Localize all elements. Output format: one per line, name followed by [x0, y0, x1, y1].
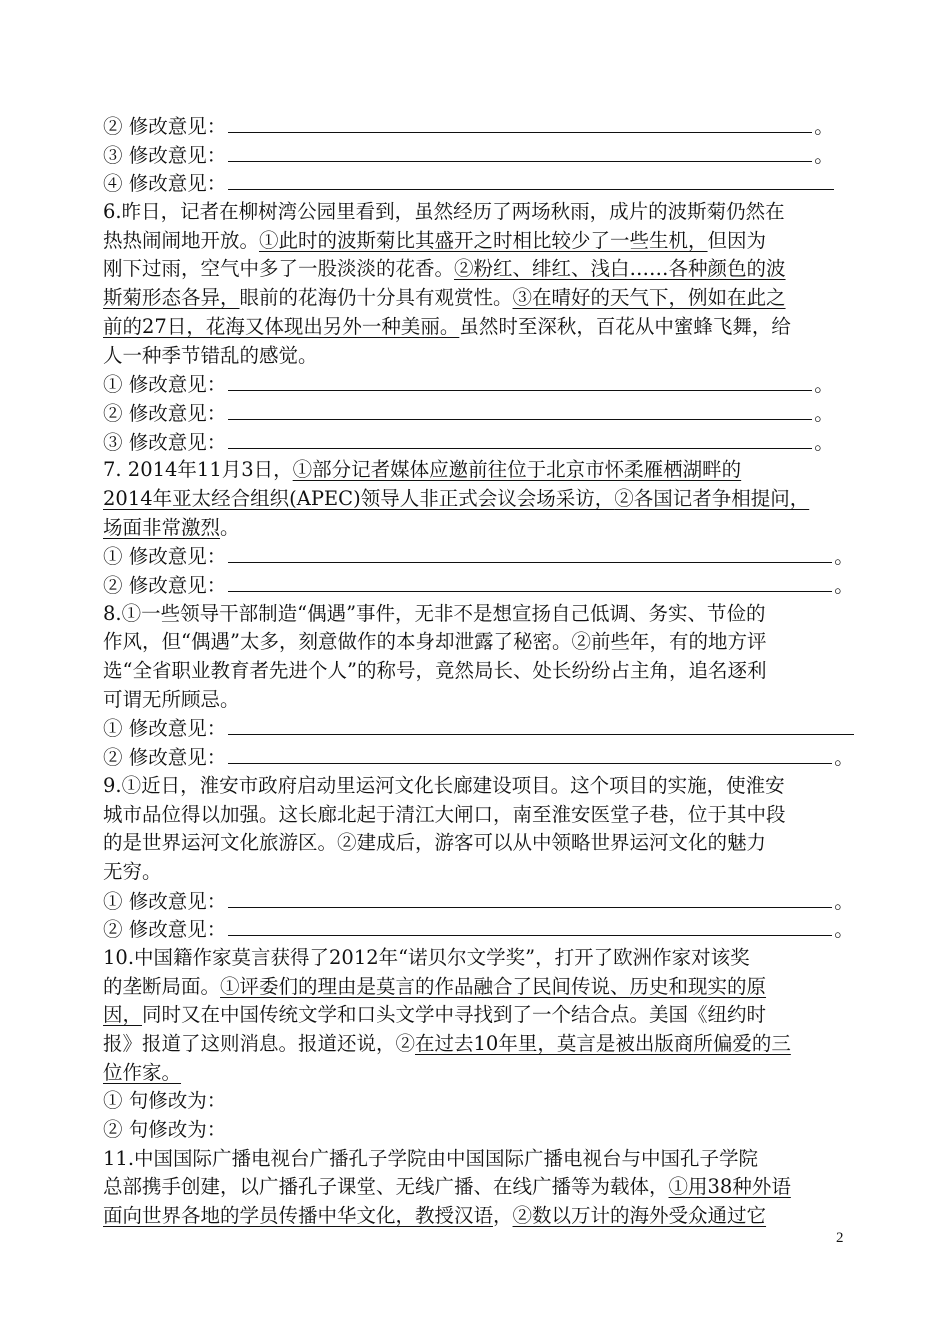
answer-label [103, 888, 226, 917]
question-7 [103, 456, 854, 599]
answer-end-mark: 。 [814, 401, 834, 425]
text-segment: 刚下过雨，空气中多了一股淡淡的花香。 [103, 257, 455, 281]
question-text-line [103, 600, 848, 629]
question-text-line [103, 342, 848, 371]
text-segment: 虽然时至深秋，百花从中蜜蜂飞舞，给 [459, 314, 791, 338]
text-segment: 。 [220, 515, 240, 539]
text-segment: 8.①一些领导干部制造“偶遇”事件，无非不是想宣扬自己低调、务实、节俭的 [103, 601, 766, 625]
question-9 [103, 772, 854, 944]
answer-line [103, 915, 854, 944]
answer-input[interactable] [228, 141, 812, 162]
text-segment: 6.昨日，记者在柳树湾公园里看到，虽然经历了两场秋雨，成片的波斯菊仍然在 [103, 200, 785, 224]
answer-line [103, 743, 854, 772]
question-text-line [103, 1173, 848, 1202]
underlined-sentence: 面向世界各地的学员传播中华文化，教授汉语 [103, 1204, 494, 1228]
question-text-line [103, 801, 848, 830]
item-number: ④ [103, 172, 123, 196]
underlined-sentence: ②各国记者争相提问， [614, 486, 810, 510]
question-text-line [103, 456, 848, 485]
text-segment: 但因为 [707, 228, 767, 252]
text-segment: 眼前的花海仍十分具有观赏性。 [239, 286, 513, 310]
answer-input[interactable] [228, 714, 854, 735]
item-number: ③ [103, 430, 123, 454]
answer-end-mark: 。 [814, 373, 834, 397]
answer-label [103, 916, 226, 945]
question-text-line [103, 1145, 848, 1174]
answer-line [103, 542, 854, 571]
text-segment: 11.中国国际广播电视台广播孔子学院由中国国际广播电视台与中国孔子学院 [103, 1146, 759, 1170]
answer-line [103, 714, 848, 743]
question-text-line [103, 944, 848, 973]
page-body [103, 112, 854, 1231]
underlined-sentence: ②粉红、绯红、浅白……各种颜色的波 [454, 257, 786, 281]
item-number: ① [103, 373, 123, 397]
answer-label [103, 744, 226, 773]
answer-label [103, 715, 226, 744]
underlined-sentence: ①用38种外语 [668, 1175, 791, 1199]
answer-label [103, 113, 226, 142]
answer-prompt: 修改意见： [122, 918, 227, 942]
answer-prompt: 修改意见： [122, 574, 227, 597]
answer-end-mark: 。 [834, 545, 854, 569]
question-text-line [103, 1030, 848, 1059]
answer-label [103, 543, 226, 572]
question-text-line [103, 255, 848, 284]
answer-prompt: 修改意见： [122, 401, 227, 425]
question-8 [103, 600, 854, 772]
underlined-sentence: 位作家。 [103, 1060, 182, 1084]
answer-label [103, 170, 226, 199]
underlined-sentence: ①此时的波斯菊比其盛开之时相比较少了一些生机， [259, 228, 708, 252]
text-segment: 选“全省职业教育者先进个人”的称号，竟然局长、处长纷纷占主角，追名逐利 [103, 659, 767, 683]
answer-input[interactable] [228, 112, 812, 133]
answer-line [103, 112, 848, 141]
question-text-line [103, 514, 848, 543]
item-number: ③ [103, 143, 123, 167]
item-number: ② [103, 918, 123, 942]
answer-prompt: 修改意见： [122, 172, 227, 196]
underlined-sentence: 前的27日，花海又体现出另外一种美丽。 [103, 314, 460, 338]
underlined-sentence: 2014年亚太经合组织(APEC)领导人非正式会议会场采访， [103, 486, 615, 510]
item-number: ① [103, 889, 123, 913]
answer-input[interactable] [228, 370, 812, 391]
answer-end-mark: 。 [834, 889, 854, 913]
answer-input[interactable] [228, 915, 832, 936]
text-segment: 10.中国籍作家莫言获得了2012年“诺贝尔文学奖”，打开了欧洲作家对该奖 [103, 945, 750, 969]
question-text-line [103, 1001, 848, 1030]
question-text-line [103, 772, 848, 801]
answer-label [103, 142, 226, 171]
answer-line [103, 887, 854, 916]
answer-line [103, 428, 848, 457]
answer-prompt: 修改意见： [122, 430, 227, 454]
question-text-line [103, 858, 848, 887]
text-segment: 同时又在中国传统文学和口头文学中寻找到了一个结合点。美国《纽约时 [142, 1003, 767, 1027]
rewrite-prompt[interactable]: 句修改为： [122, 1089, 227, 1113]
question-text-line [103, 1059, 848, 1088]
answer-prompt: 修改意见： [122, 545, 227, 569]
answer-prompt: 修改意见： [122, 717, 227, 741]
text-segment: 的垄断局面。 [103, 974, 221, 998]
answer-prompt: 修改意见： [122, 889, 227, 913]
answer-prompt: 修改意见： [122, 373, 227, 397]
question-6 [103, 198, 848, 456]
text-segment: 城市品位得以加强。这长廊北起于清江大闸口，南至淮安医堂子巷，位于其中段 [103, 802, 786, 826]
underlined-sentence: 因， [103, 1003, 143, 1027]
question-text-line [103, 198, 848, 227]
answer-prompt: 修改意见： [122, 143, 227, 167]
question-text-line [103, 1202, 848, 1231]
answer-end-mark: 。 [814, 143, 834, 167]
text-segment: 可谓无所顾忌。 [103, 687, 240, 711]
answer-end-mark: 。 [814, 430, 834, 454]
answer-line [103, 370, 848, 399]
underlined-sentence: ①评委们的理由是莫言的作品融合了民间传说、历史和现实的原 [220, 974, 767, 998]
answer-input[interactable] [228, 571, 832, 592]
text-segment: 人一种季节错乱的感觉。 [103, 343, 318, 367]
text-segment: 作风，但“偶遇”太多，刻意做作的本身却泄露了秘密。②前些年，有的地方评 [103, 630, 767, 654]
text-segment: 9.①近日，淮安市政府启动里运河文化长廊建设项目。这个项目的实施，使淮安 [103, 773, 785, 797]
text-segment: ， [493, 1204, 513, 1228]
answer-input[interactable] [228, 399, 812, 420]
rewrite-line [103, 1087, 848, 1116]
text-segment: 7. 2014年11月3日， [103, 458, 293, 482]
text-segment: 热热闹闹地开放。 [103, 228, 260, 252]
question-text-line [103, 973, 848, 1002]
answer-label [103, 572, 226, 601]
page-number: 2 [836, 1230, 844, 1246]
item-number: ① [103, 545, 123, 569]
question-text-line [103, 313, 848, 342]
item-number: ② [103, 574, 123, 597]
text-segment: 报》报道了这则消息。报道还说，② [103, 1032, 416, 1055]
answer-prompt: 修改意见： [122, 746, 227, 770]
answer-line [103, 571, 854, 600]
question-text-line [103, 657, 848, 686]
answer-line [103, 141, 848, 170]
question-11 [103, 1145, 848, 1231]
question-text-line [103, 686, 848, 715]
question-text-line [103, 485, 848, 514]
underlined-sentence: 场面非常激烈 [103, 515, 221, 539]
underlined-sentence: ①部分记者媒体应邀前往位于北京市怀柔雁栖湖畔的 [292, 458, 742, 482]
item-number: ① [103, 717, 123, 741]
answer-input[interactable] [228, 542, 832, 563]
text-segment: 总部携手创建，以广播孔子课堂、无线广播、在线广播等为载体， [103, 1175, 669, 1199]
question-text-line [103, 284, 848, 313]
answer-end-mark: 。 [834, 574, 854, 597]
answer-prompt: 修改意见： [122, 115, 227, 138]
answer-input[interactable] [228, 743, 832, 764]
rewrite-prompt[interactable]: 句修改为： [122, 1118, 227, 1142]
question-text-line [103, 227, 848, 256]
answer-line [103, 399, 848, 428]
answer-label [103, 429, 226, 458]
answer-label [103, 400, 226, 429]
underlined-sentence: ②数以万计的海外受众通过它 [512, 1204, 767, 1228]
underlined-sentence: 斯菊形态各异， [103, 286, 240, 310]
answer-label [103, 371, 226, 400]
answer-input[interactable] [228, 887, 832, 908]
item-number: ② [103, 401, 123, 425]
question-10 [103, 944, 848, 1145]
text-segment: 的是世界运河文化旅游区。②建成后，游客可以从中领略世界运河文化的魅力 [103, 831, 767, 855]
item-number: ① [103, 1089, 123, 1113]
question-text-line [103, 829, 848, 858]
answer-line [103, 169, 848, 198]
item-number: ② [103, 1118, 123, 1142]
rewrite-line [103, 1116, 848, 1145]
item-number: ② [103, 115, 123, 138]
underlined-sentence: ③在晴好的天气下，例如在此之 [512, 286, 786, 310]
text-segment: 无穷。 [103, 859, 162, 883]
answer-end-mark: 。 [814, 115, 834, 138]
answer-end-mark: 。 [834, 918, 854, 942]
answer-input[interactable] [228, 428, 812, 449]
item-number: ② [103, 746, 123, 770]
answer-input[interactable] [228, 169, 834, 190]
question-text-line [103, 628, 848, 657]
underlined-sentence: 在过去10年里，莫言是被出版商所偏爱的三 [415, 1032, 791, 1055]
answer-end-mark: 。 [834, 746, 854, 770]
